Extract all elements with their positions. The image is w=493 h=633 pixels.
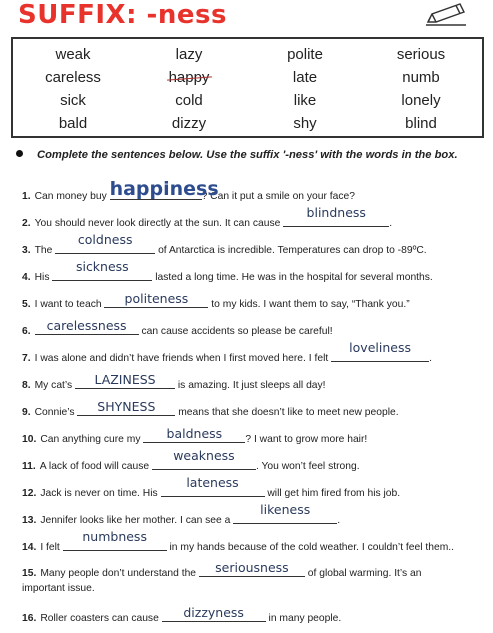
answer-blank-5[interactable] — [104, 291, 208, 308]
question-number: 11. — [22, 461, 36, 472]
question-text-before: Connie’s — [34, 407, 78, 418]
instructions-text: Complete the sentences below. Use the suffix '-ness' with the words in the box. — [37, 149, 458, 161]
question-text-after: of Antarctica is incredible. Temperatures can drop to -89ºC. — [155, 245, 427, 256]
question-text-after: can cause accidents so please be careful! — [138, 326, 333, 337]
pencil-icon — [424, 2, 468, 26]
question-text-before: The — [34, 245, 56, 256]
question-number: 5. — [22, 299, 31, 310]
question-number: 9. — [22, 407, 31, 418]
question-number: 14. — [22, 542, 37, 553]
question-text-before: You should never look directly at the sun. It can cause — [34, 218, 284, 229]
question-14 — [22, 529, 454, 553]
answer-blank-11[interactable] — [152, 448, 256, 470]
question-number: 6. — [22, 326, 31, 337]
question-text-before: His — [34, 272, 53, 283]
question-text-before: Can anything cure my — [40, 434, 144, 445]
question-text-before: Roller coasters can cause — [40, 613, 162, 624]
answer-15: seriousness — [215, 560, 289, 575]
answer-7: loveliness — [349, 340, 411, 355]
question-9 — [22, 399, 399, 418]
answer-blank-4[interactable] — [52, 259, 152, 281]
question-number: 7. — [22, 353, 31, 364]
answer-blank-10[interactable] — [143, 426, 245, 443]
question-number: 10. — [22, 434, 37, 445]
question-text-after: is amazing. It just sleeps all day! — [175, 380, 326, 391]
question-text-after: ? I want to grow more hair! — [245, 434, 368, 445]
answer-5: politeness — [124, 291, 189, 306]
word-sick: sick — [60, 92, 86, 109]
question-text-before: Jennifer looks like her mother. I can see a — [40, 515, 234, 526]
question-5 — [22, 291, 410, 310]
answer-1: happiness — [109, 178, 219, 200]
question-number: 1. — [22, 191, 31, 202]
question-number: 13. — [22, 515, 37, 526]
word-like: like — [293, 92, 317, 109]
question-text-after: . — [389, 218, 393, 229]
question-text-after: . You won’t feel strong. — [255, 461, 360, 472]
question-6 — [22, 318, 333, 337]
question-text-before: I felt — [40, 542, 63, 553]
word-careless: careless — [45, 69, 101, 86]
answer-blank-8[interactable] — [75, 372, 175, 389]
answer-13: likeness — [260, 502, 311, 517]
question-number: 16. — [22, 613, 37, 624]
answer-blank-2[interactable] — [283, 205, 389, 227]
answer-10: baldness — [166, 426, 223, 441]
question-text-after: in many people. — [265, 613, 342, 624]
word-serious: serious — [396, 46, 446, 63]
answer-blank-1[interactable] — [109, 178, 219, 200]
answer-11: weakness — [173, 448, 235, 463]
question-text-before: A lack of food will cause — [39, 461, 152, 472]
answer-9: SHYNESS — [97, 399, 156, 414]
word-dizzy: dizzy — [171, 115, 207, 132]
word-lonely: lonely — [401, 92, 441, 109]
answer-12: lateness — [186, 475, 239, 490]
word-bald: bald — [58, 115, 88, 132]
word-late: late — [292, 69, 318, 86]
question-number: 4. — [22, 272, 31, 283]
answer-blank-6[interactable] — [35, 318, 139, 335]
answer-blank-12[interactable] — [161, 475, 265, 497]
answer-blank-3[interactable] — [55, 232, 155, 254]
word-box — [11, 37, 484, 138]
question-number: 8. — [22, 380, 31, 391]
question-15 — [22, 560, 442, 596]
question-text-after: means that she doesn’t like to meet new people. — [175, 407, 399, 418]
answer-16: dizzyness — [183, 605, 244, 620]
word-blind: blind — [405, 115, 437, 132]
word-happy-cell — [129, 69, 249, 86]
question-number: 3. — [22, 245, 31, 256]
question-text-before: My cat’s — [34, 380, 76, 391]
word-happy-crossed: happy — [168, 69, 210, 86]
answer-blank-13[interactable] — [233, 502, 337, 524]
word-polite: polite — [287, 46, 323, 63]
question-7 — [22, 340, 432, 364]
question-8 — [22, 372, 326, 391]
answer-8: LAZINESS — [94, 372, 156, 387]
question-text-after: to my kids. I want them to say, “Thank you.” — [208, 299, 410, 310]
question-2 — [22, 205, 393, 229]
answer-4: sickness — [75, 259, 129, 274]
answer-3: coldness — [77, 232, 133, 247]
instructions — [16, 149, 458, 161]
question-number: 15. — [22, 568, 37, 579]
question-text-after: . — [429, 353, 432, 364]
question-4 — [22, 259, 433, 283]
question-text-after: in my hands because of the cold weather. I couldn’t feel them.. — [166, 542, 454, 553]
answer-blank-9[interactable] — [77, 399, 175, 416]
question-text-before: Can money buy — [34, 191, 110, 202]
question-text-before: I was alone and didn’t have friends when I first moved here. I felt — [34, 353, 332, 364]
question-text-after: lasted a long time. He was in the hospital for several months. — [152, 272, 433, 283]
answer-blank-7[interactable] — [331, 340, 429, 362]
question-text-after: will get him fired from his job. — [264, 488, 401, 499]
question-text-after: ? Can it put a smile on your face? — [201, 191, 355, 202]
question-text-before: I want to teach — [34, 299, 105, 310]
question-text-before: Jack is never on time. His — [40, 488, 161, 499]
question-11 — [22, 448, 360, 472]
answer-blank-16[interactable] — [162, 605, 266, 622]
word-lazy: lazy — [175, 46, 203, 63]
question-number: 12. — [22, 488, 37, 499]
word-weak: weak — [55, 46, 91, 63]
question-text-after: of global warming. It’s an important issue. — [22, 568, 422, 594]
question-13 — [22, 502, 341, 526]
question-text-before: Many people don’t understand the — [40, 568, 199, 579]
question-10 — [22, 426, 368, 445]
word-numb: numb — [402, 69, 440, 86]
answer-2: blindness — [306, 205, 366, 220]
answer-blank-15[interactable] — [199, 560, 305, 577]
answer-6: carelessness — [46, 318, 127, 333]
question-text-after: . — [337, 515, 341, 526]
question-12 — [22, 475, 401, 499]
worksheet-title: SUFFIX: -ness — [18, 0, 227, 30]
question-3 — [22, 232, 427, 256]
question-number: 2. — [22, 218, 31, 229]
word-shy: shy — [293, 115, 317, 132]
question-16 — [22, 605, 342, 624]
bullet-icon — [16, 150, 23, 157]
answer-14: numbness — [82, 529, 147, 544]
word-cold: cold — [175, 92, 203, 109]
answer-blank-14[interactable] — [63, 529, 167, 551]
question-1 — [22, 178, 355, 202]
